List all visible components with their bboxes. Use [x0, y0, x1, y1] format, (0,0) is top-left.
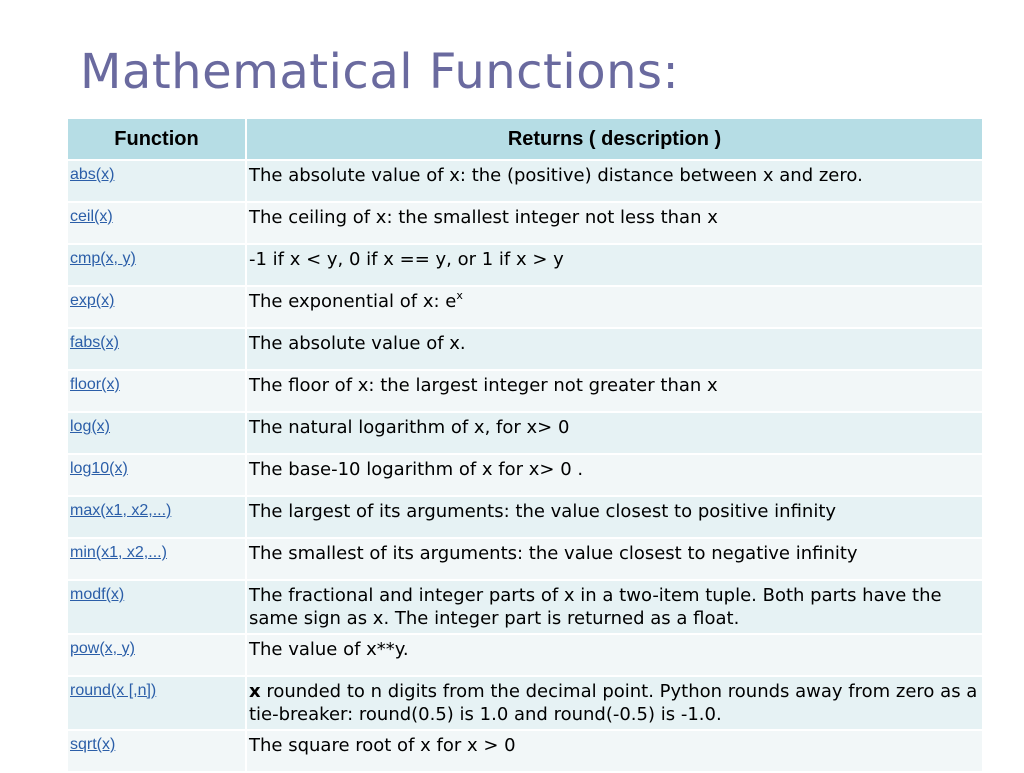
function-link-log[interactable]: log(x): [70, 418, 111, 435]
description-cell: [246, 412, 982, 454]
description-text: rounded to n digits from the decimal point. Python rounds away from zero as a tie-breaker: round(0.5) is 1.0 and round(-0.5) is -1.0.: [249, 681, 978, 725]
function-description: The base-10 logarithm of x for x> 0 .: [249, 459, 584, 480]
function-description: -1 if x < y, 0 if x == y, or 1 if x > y: [249, 249, 564, 270]
table-row: [68, 412, 982, 454]
description-cell: [246, 370, 982, 412]
function-description: The smallest of its arguments: the value closest to negative infinity: [249, 543, 858, 564]
function-link-max[interactable]: max(x1, x2,...): [70, 502, 172, 519]
function-link-fabs[interactable]: fabs(x): [70, 334, 119, 351]
description-cell: [246, 730, 982, 772]
function-link-round[interactable]: round(x [,n]): [70, 682, 157, 699]
function-description: The absolute value of x.: [249, 333, 466, 354]
table-row: [68, 730, 982, 772]
description-cell: [246, 580, 982, 634]
function-cell: [68, 412, 246, 454]
table-row: [68, 676, 982, 730]
function-link-modf[interactable]: modf(x): [70, 586, 125, 603]
function-description: [249, 291, 463, 312]
description-cell: [246, 160, 982, 202]
function-link-exp[interactable]: exp(x): [70, 292, 115, 309]
function-cell: [68, 730, 246, 772]
table-row: [68, 634, 982, 676]
table-row: [68, 286, 982, 328]
function-cell: [68, 370, 246, 412]
function-description: The largest of its arguments: the value closest to positive infinity: [249, 501, 837, 522]
column-header-returns: Returns ( description ): [246, 119, 982, 160]
function-cell: [68, 496, 246, 538]
table-row: [68, 160, 982, 202]
description-cell: [246, 286, 982, 328]
description-cell: [246, 496, 982, 538]
function-cell: [68, 454, 246, 496]
function-description: The value of x**y.: [249, 639, 409, 660]
description-cell: [246, 244, 982, 286]
function-cell: [68, 634, 246, 676]
function-cell: [68, 160, 246, 202]
table-header-row: [68, 119, 982, 160]
function-description: The absolute value of x: the (positive) distance between x and zero.: [249, 165, 863, 186]
functions-table: [68, 119, 982, 773]
function-cell: [68, 538, 246, 580]
function-description: The floor of x: the largest integer not greater than x: [249, 375, 718, 396]
function-cell: [68, 328, 246, 370]
function-description: The square root of x for x > 0: [249, 735, 516, 756]
table-row: [68, 202, 982, 244]
table-row: [68, 538, 982, 580]
description-cell: [246, 538, 982, 580]
function-link-cmp[interactable]: cmp(x, y): [70, 250, 136, 267]
table-row: [68, 328, 982, 370]
function-link-abs[interactable]: abs(x): [70, 166, 115, 183]
function-link-sqrt[interactable]: sqrt(x): [70, 736, 116, 753]
table-row: [68, 454, 982, 496]
function-link-log10[interactable]: log10(x): [70, 460, 128, 477]
function-link-ceil[interactable]: ceil(x): [70, 208, 113, 225]
function-description: The fractional and integer parts of x in a two-item tuple. Both parts have the same sign as x. The integer part is returned as a float.: [249, 585, 942, 629]
description-cell: [246, 202, 982, 244]
function-link-floor[interactable]: floor(x): [70, 376, 120, 393]
table-row: [68, 496, 982, 538]
description-cell: [246, 328, 982, 370]
description-bold-x: x: [249, 681, 261, 702]
description-cell: [246, 454, 982, 496]
function-description: The natural logarithm of x, for x> 0: [249, 417, 570, 438]
slide-title: Mathematical Functions:: [80, 44, 680, 100]
function-cell: [68, 580, 246, 634]
function-cell: [68, 244, 246, 286]
function-cell: [68, 286, 246, 328]
function-description: The ceiling of x: the smallest integer not less than x: [249, 207, 718, 228]
superscript-exponent: x: [456, 289, 463, 302]
description-cell: [246, 634, 982, 676]
column-header-function: Function: [68, 119, 246, 160]
description-cell: [246, 676, 982, 730]
table-row: [68, 580, 982, 634]
function-cell: [68, 202, 246, 244]
function-cell: [68, 676, 246, 730]
table-row: [68, 244, 982, 286]
description-text: The exponential of x: e: [249, 291, 457, 312]
function-link-min[interactable]: min(x1, x2,...): [70, 544, 167, 561]
table-row: [68, 370, 982, 412]
function-link-pow[interactable]: pow(x, y): [70, 640, 135, 657]
function-description: [249, 681, 977, 725]
